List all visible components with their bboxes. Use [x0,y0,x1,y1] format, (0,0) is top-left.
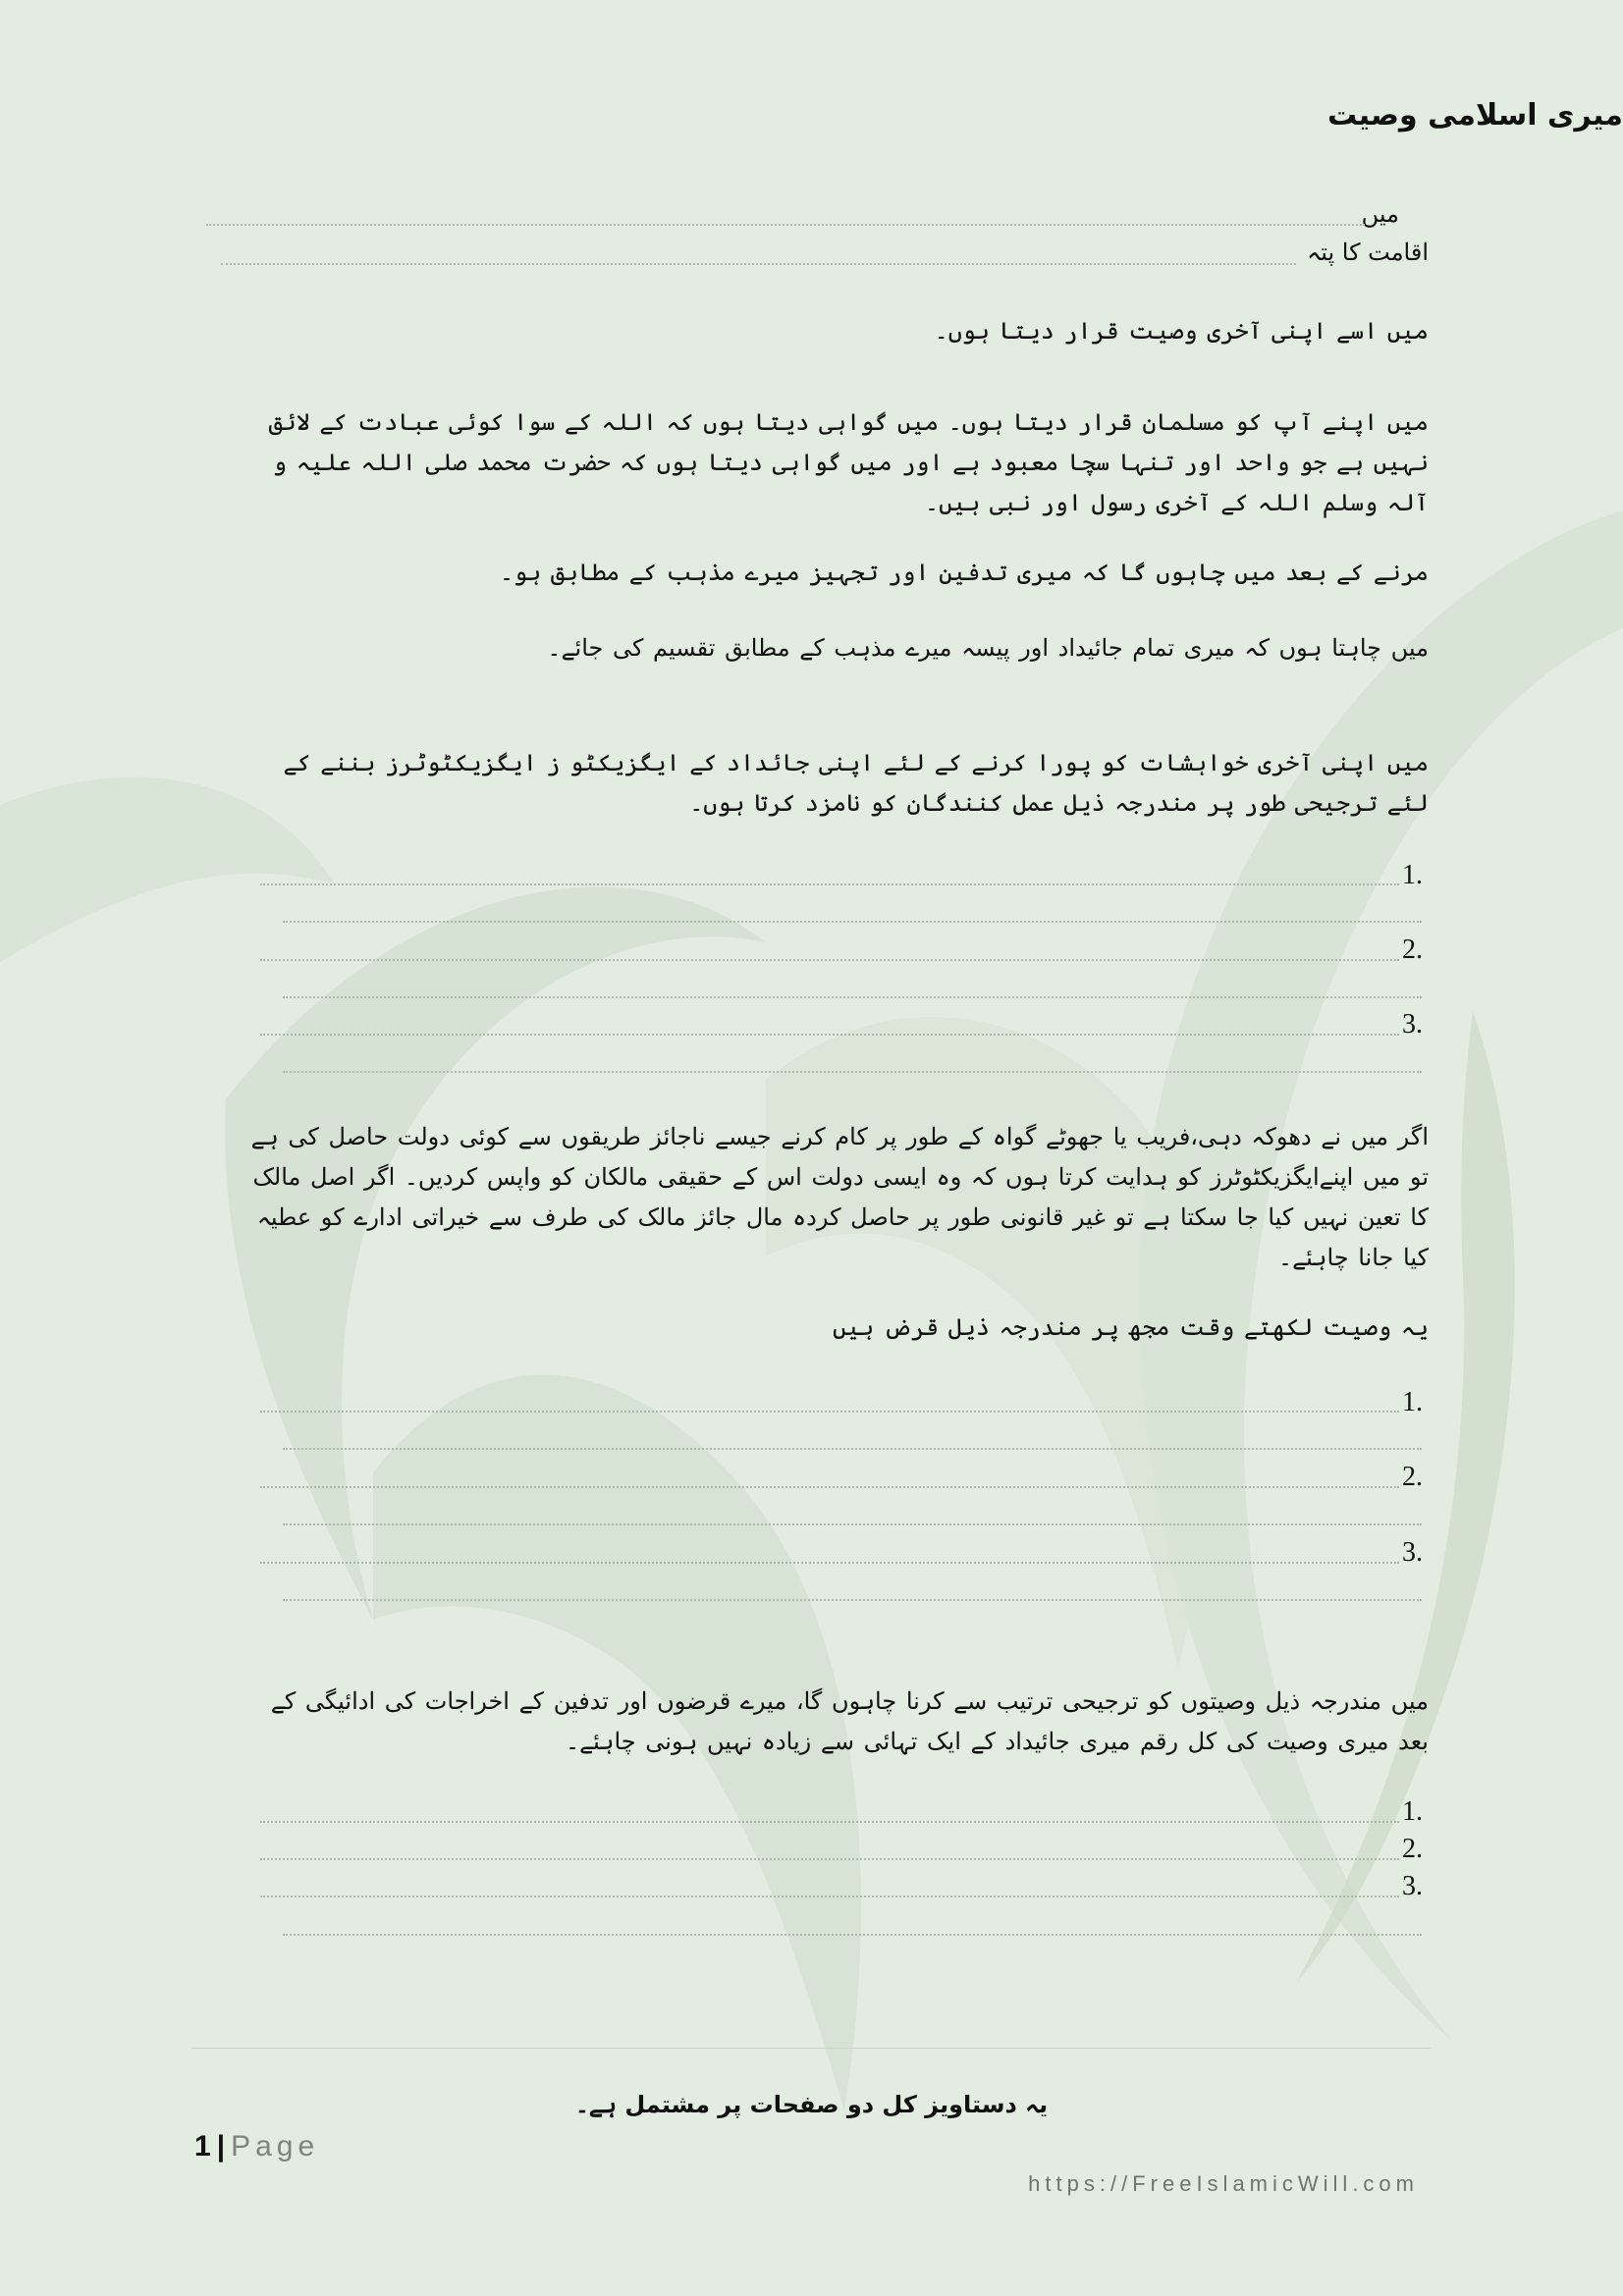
name-label: میں [1361,200,1399,228]
executor-number-2: 2. [1402,934,1423,965]
debt-number-1: 1. [1402,1387,1423,1417]
fraud-paragraph: اگر میں نے دھوکہ دہی،فریب یا جھوٹے گواہ کے طور پر کام کرنے جیسے ناجائز طریقوں سے کوئی دولت حاصل کی ہے تو میں اپنےایگزیکٹوٹرز کو ہدایت کرتا ہوں کہ وہ ایسی دولت اس کے حقیقی مالکان کو واپس کردیں۔ اگر اصل مالک کا تعین نہیں کیا جا سکتا ہے تو غیر قانونی طور پر حاصل کردہ مال جائز مالک کی طرف سے خیراتی ادارے کو عطیہ کیا جانا چاہئے۔ [250,1123,1429,1271]
executor-field-1[interactable] [260,883,1399,885]
debt-field-2-cont[interactable] [283,1523,1422,1525]
distribution-paragraph: میں چاہتا ہوں کہ میری تمام جائیداد اور پیسہ میرے مذہب کے مطابق تقسیم کی جائے۔ [547,634,1429,662]
debt-field-1-cont[interactable] [283,1448,1422,1450]
page-number-separator: | [216,2130,226,2163]
declaration-paragraph: میں اسے اپنی آخری وصیت قرار دیتا ہوں۔ [934,317,1429,345]
address-label: اقامت کا پتہ [1307,239,1429,266]
name-field[interactable] [206,224,1365,226]
page-count-note: یہ دستاویز کل دو صفحات پر مشتمل ہے۔ [574,2091,1049,2118]
executor-field-3-cont[interactable] [283,1071,1422,1073]
bequest-field-3-cont[interactable] [283,1934,1422,1936]
debt-number-2: 2. [1402,1462,1423,1492]
page-label: Page [231,2130,320,2163]
debt-number-3: 3. [1402,1537,1423,1568]
executor-field-3[interactable] [260,1034,1399,1036]
page-number-value: 1 [194,2130,211,2163]
executor-field-1-cont[interactable] [283,921,1422,923]
debts-paragraph: یہ وصیت لکھتے وقت مجھ پر مندرجہ ذیل قرض ہیں [833,1313,1429,1341]
burial-paragraph: مرنے کے بعد میں چاہوں گا کہ میری تدفین اور تجہیز میرے مذہب کے مطابق ہو۔ [500,559,1429,586]
executor-field-2[interactable] [260,959,1399,961]
debt-field-3-cont[interactable] [283,1599,1422,1601]
document-title: میری اسلامی وصیت [1327,98,1623,133]
bequests-paragraph: میں مندرجہ ذیل وصیتوں کو ترجیحی ترتیب سے کرنا چاہوں گا، میرے قرضوں اور تدفین کے اخراجات کی ادائیگی کے بعد میری وصیت کی کل رقم میری جائیداد کے ایک تہائی سے زیادہ نہیں ہونی چاہئے۔ [270,1687,1429,1755]
debt-field-2[interactable] [260,1486,1399,1488]
bequest-number-1: 1. [1402,1796,1423,1827]
bequest-field-2[interactable] [260,1858,1399,1860]
executor-field-2-cont[interactable] [283,996,1422,998]
page-number [194,2130,319,2163]
executors-paragraph: میں اپنی آخری خواہشات کو پورا کرنے کے لئے اپنی جائداد کے ایگزیکٹو ز ایگزیکٹوٹرز بننے کے لئے ترجیحی طور پر مندرجہ ذیل عمل کنندگان کو نامزد کرتا ہوں۔ [283,749,1429,817]
bequest-number-3: 3. [1402,1871,1423,1901]
bequest-field-3[interactable] [260,1896,1399,1897]
website-url[interactable]: https://FreeIslamicWill.com [1028,2171,1419,2196]
debt-field-3[interactable] [260,1562,1399,1564]
debt-field-1[interactable] [260,1411,1399,1413]
executor-number-3: 3. [1402,1009,1423,1040]
bequest-number-2: 2. [1402,1834,1423,1864]
footer-divider [191,2048,1431,2049]
bequest-field-1[interactable] [260,1821,1399,1823]
address-field[interactable] [221,263,1296,265]
executor-number-1: 1. [1402,860,1423,890]
shahada-paragraph: میں اپنے آپ کو مسلمان قرار دیتا ہوں۔ میں گواہی دیتا ہوں کہ اللہ کے سوا کوئی عبادت کے لائق نہیں ہے جو واحد اور تنہا سچا معبود ہے اور میں گواہی دیتا ہوں کہ حضرت محمد صلی اللہ علیہ و آلہ وسلم اللہ کے آخری رسول اور نبی ہیں۔ [268,408,1429,516]
